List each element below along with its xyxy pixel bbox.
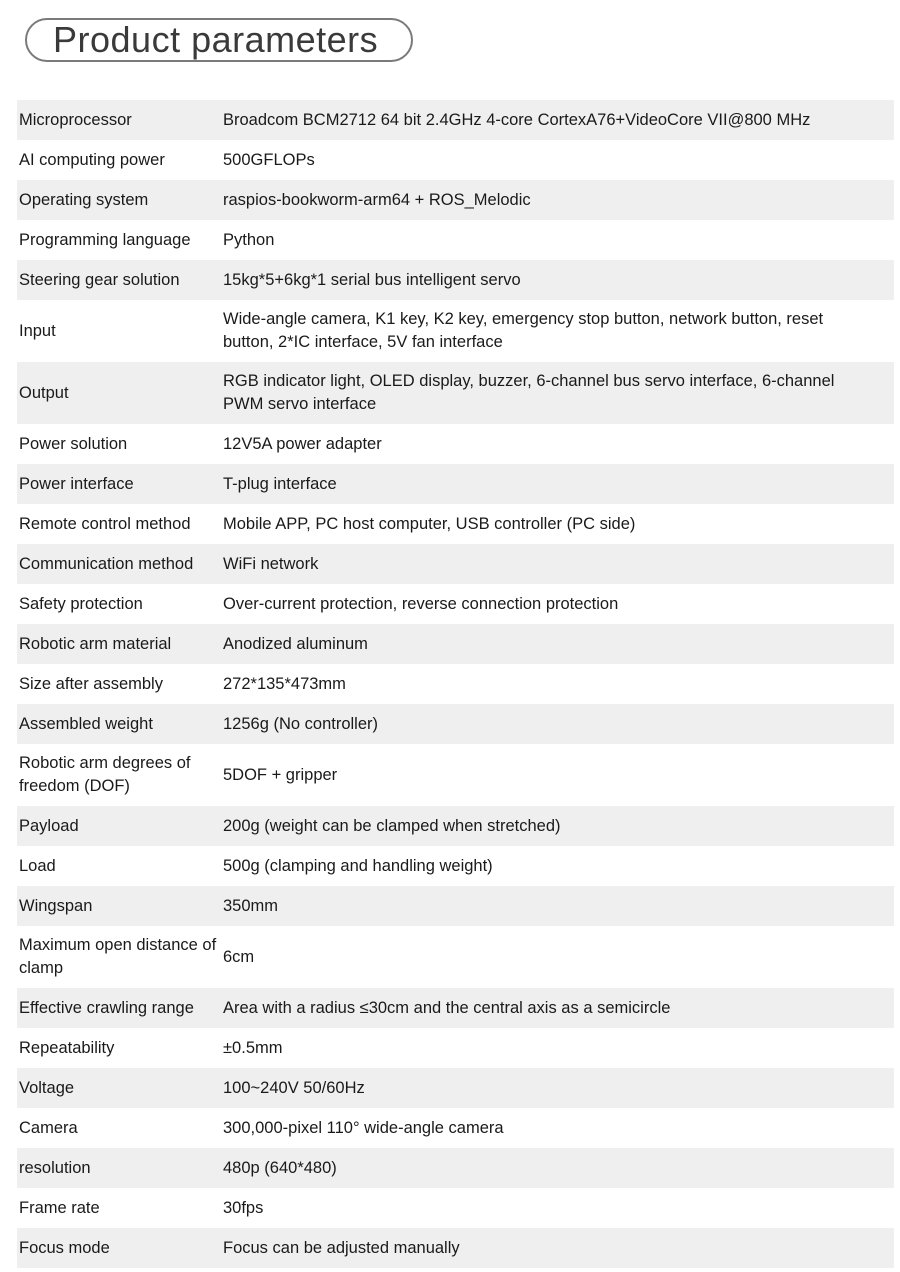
row-value: 1256g (No controller) <box>223 714 378 733</box>
table-row <box>17 220 894 260</box>
table-row <box>17 140 894 180</box>
row-value: Mobile APP, PC host computer, USB controller (PC side) <box>223 514 636 533</box>
row-value: ±0.5mm <box>223 1038 283 1057</box>
row-value: 480p (640*480) <box>223 1158 337 1177</box>
row-value: 100~240V 50/60Hz <box>223 1078 365 1097</box>
row-value: raspios-bookworm-arm64 + ROS_Melodic <box>223 190 531 209</box>
row-label: Programming language <box>19 230 191 249</box>
row-label: Output <box>19 383 69 402</box>
row-label: Microprocessor <box>19 110 132 129</box>
row-label: Robotic arm material <box>19 634 172 653</box>
row-value: Focus can be adjusted manually <box>223 1238 460 1257</box>
table-row <box>17 260 894 300</box>
table-row <box>17 1108 894 1148</box>
row-value: 500GFLOPs <box>223 150 315 169</box>
row-value: 500g (clamping and handling weight) <box>223 856 493 875</box>
row-value: 272*135*473mm <box>223 674 346 693</box>
row-label: Power solution <box>19 434 128 453</box>
page-title: Product parameters <box>53 19 379 60</box>
row-label: Remote control method <box>19 514 191 533</box>
row-value: T-plug interface <box>223 474 337 493</box>
table-row <box>17 624 894 664</box>
row-label: Power interface <box>19 474 134 493</box>
table-row <box>17 1188 894 1228</box>
table-row <box>17 886 894 926</box>
row-value: RGB indicator light, OLED display, buzzer, 6-channel bus servo interface, 6-channel PWM servo interface <box>223 372 835 413</box>
row-value: 30fps <box>223 1198 264 1217</box>
row-label: Frame rate <box>19 1198 100 1217</box>
table-row <box>17 704 894 744</box>
row-label: Camera <box>19 1118 78 1137</box>
table-row <box>17 1148 894 1188</box>
row-label: Payload <box>19 816 79 835</box>
row-label: Robotic arm degrees of freedom (DOF) <box>19 754 191 795</box>
table-row <box>17 1228 894 1268</box>
row-label: Repeatability <box>19 1038 115 1057</box>
table-row <box>17 300 894 362</box>
table-row <box>17 584 894 624</box>
row-value: Area with a radius ≤30cm and the central axis as a semicircle <box>223 998 671 1017</box>
row-label: Maximum open distance of clamp <box>19 936 217 977</box>
row-value: 200g (weight can be clamped when stretched) <box>223 816 561 835</box>
table-row <box>17 100 894 140</box>
row-value: Over-current protection, reverse connection protection <box>223 594 619 613</box>
table-row <box>17 544 894 584</box>
row-value: Python <box>223 230 275 249</box>
table-row <box>17 504 894 544</box>
row-label: Voltage <box>19 1078 75 1097</box>
row-value: 5DOF + gripper <box>223 765 338 784</box>
row-label: Size after assembly <box>19 674 163 693</box>
row-label: Input <box>19 321 56 340</box>
row-label: Communication method <box>19 554 194 573</box>
row-value: 350mm <box>223 896 279 915</box>
table-row <box>17 1068 894 1108</box>
row-value: 12V5A power adapter <box>223 434 382 453</box>
row-value: Broadcom BCM2712 64 bit 2.4GHz 4-core CortexA76+VideoCore VII@800 MHz <box>223 110 811 129</box>
row-value: WiFi network <box>223 554 319 573</box>
row-label: resolution <box>19 1158 91 1177</box>
parameters-table <box>17 100 894 1268</box>
table-row <box>17 424 894 464</box>
row-label: Focus mode <box>19 1238 110 1257</box>
row-value: 15kg*5+6kg*1 serial bus intelligent servo <box>223 270 521 289</box>
row-label: AI computing power <box>19 150 165 169</box>
row-value: 6cm <box>223 947 255 966</box>
row-label: Steering gear solution <box>19 270 180 289</box>
table-row <box>17 988 894 1028</box>
table-row <box>17 846 894 886</box>
table-row <box>17 180 894 220</box>
row-value: 300,000-pixel 110° wide-angle camera <box>223 1118 504 1137</box>
row-label: Assembled weight <box>19 714 153 733</box>
table-row <box>17 1028 894 1068</box>
table-row <box>17 464 894 504</box>
row-value: Anodized aluminum <box>223 634 368 653</box>
table-row <box>17 926 894 988</box>
table-row <box>17 664 894 704</box>
row-label: Operating system <box>19 190 149 209</box>
row-value: Wide-angle camera, K1 key, K2 key, emergency stop button, network button, reset button, 2*IC interface, 5V fan interface <box>223 310 824 351</box>
table-row <box>17 806 894 846</box>
row-label: Safety protection <box>19 594 143 613</box>
row-label: Effective crawling range <box>19 998 194 1017</box>
row-label: Load <box>19 856 56 875</box>
table-row <box>17 362 894 424</box>
row-label: Wingspan <box>19 896 93 915</box>
page-title-pill <box>25 18 413 62</box>
table-row <box>17 744 894 806</box>
